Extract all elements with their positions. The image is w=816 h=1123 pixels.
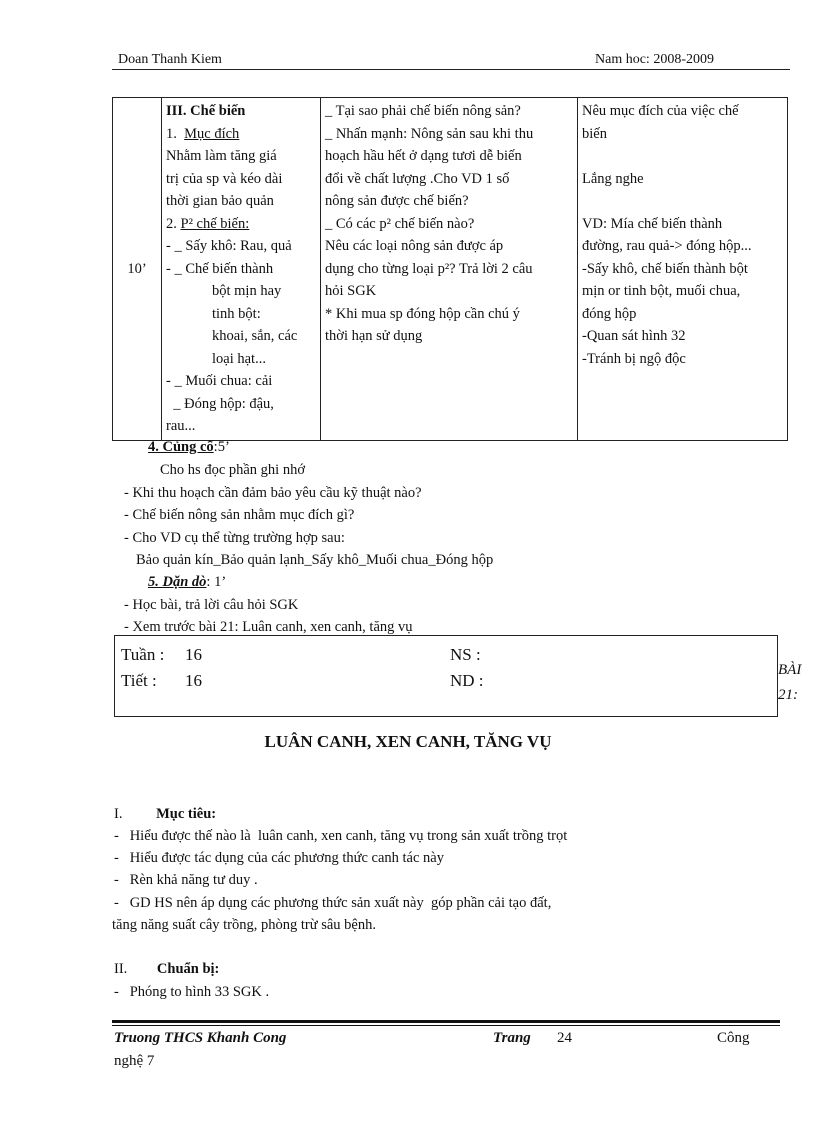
method-flour-sub-1: bột mịn hay — [212, 283, 282, 299]
teacher-line: dụng cho từng loại p²? Trả lời 2 câu — [325, 260, 533, 277]
nd-label: ND : — [450, 671, 484, 690]
schedule-box — [114, 635, 778, 717]
lesson-number — [778, 658, 801, 708]
objective-item: - GD HS nên áp dụng các phương thức sản xuất này góp phần cải tạo đất, — [114, 895, 552, 911]
time-value: 10’ — [127, 260, 147, 277]
method-flour: - _ Chế biến thành — [166, 260, 274, 277]
objective-item: - Hiểu được thế nào là luân canh, xen canh, tăng vụ trong sản xuất trồng trọt — [114, 828, 568, 844]
lesson-title: LUÂN CANH, XEN CANH, TĂNG VỤ — [264, 732, 552, 751]
item1-label: Mục đích — [184, 125, 240, 142]
item2 — [166, 213, 316, 236]
student-activity-cell — [578, 98, 788, 441]
item1 — [166, 123, 316, 146]
week-value: 16 — [185, 645, 202, 664]
item1-text-2: trị của sp và kéo dài — [166, 170, 283, 187]
consolidation-line: Bảo quản kín_Bảo quản lạnh_Sấy khô_Muối chua_Đóng hộp — [136, 552, 494, 568]
header-school-year: Nam hoc: 2008-2009 — [595, 52, 714, 67]
student-line: Nêu mục đích của việc chế — [582, 103, 739, 119]
ns-label: NS : — [450, 645, 481, 664]
teacher-line: _ Tại sao phải chế biến nông sản? — [325, 103, 521, 119]
lesson-activity-table — [112, 97, 788, 441]
student-line: đóng hộp — [582, 305, 637, 322]
student-line: -Sấy khô, chế biến thành bột — [582, 260, 748, 277]
homework-line: - Xem trước bài 21: Luân canh, xen canh, tăng vụ — [124, 619, 413, 635]
consolidation-line: - Khi thu hoạch cần đảm bảo yêu cầu kỹ thuật nào? — [124, 485, 422, 501]
footer-rule-thin — [112, 1025, 780, 1026]
item1-text-3: thời gian bảo quản — [166, 193, 274, 209]
header-rule — [112, 69, 790, 70]
teacher-line: Nêu các loại nông sản được áp — [325, 238, 504, 254]
student-line: đường, rau quả-> đóng hộp... — [582, 238, 752, 254]
method-flour-sub-2: tinh bột: — [212, 305, 261, 322]
period-value: 16 — [185, 671, 202, 690]
objectives-heading — [114, 803, 216, 826]
preparation-heading — [114, 958, 219, 981]
student-line: Lắng nghe — [582, 170, 644, 187]
teacher-activity-cell — [321, 98, 578, 441]
consolidation-line: - Chế biến nông sản nhằm mục đích gì? — [124, 507, 355, 523]
student-line — [582, 145, 783, 168]
item1-number: 1. — [166, 125, 177, 142]
objective-item-cont: tăng năng suất cây trồng, phòng trừ sâu bệnh. — [112, 917, 376, 933]
method-flour-sub-3: khoai, sắn, các — [212, 328, 298, 344]
header-author: Doan Thanh Kiem — [118, 52, 222, 67]
preparation-number: II. — [114, 961, 128, 977]
objective-item: - Rèn khả năng tư duy . — [114, 872, 258, 888]
homework-heading — [148, 571, 226, 594]
item1-text-1: Nhằm làm tăng giá — [166, 148, 277, 164]
student-line: biến — [582, 125, 607, 142]
student-line: -Tránh bị ngộ độc — [582, 350, 686, 367]
footer-rule-thick — [112, 1020, 780, 1023]
teacher-line: _ Nhấn mạnh: Nông sản sau khi thu — [325, 125, 534, 142]
consolidation-title: 4. Củng cố — [148, 439, 214, 455]
teacher-line: * Khi mua sp đóng hộp cần chú ý — [325, 305, 520, 322]
method-canning-cont: rau... — [166, 418, 196, 434]
consolidation-time: :5’ — [213, 439, 230, 455]
footer-school: Truong THCS Khanh Cong — [114, 1030, 287, 1046]
method-drying: - _ Sấy khô: Rau, quả — [166, 238, 292, 254]
objectives-title: Mục tiêu: — [156, 806, 217, 822]
consolidation-line: - Cho VD cụ thể từng trường hợp sau: — [124, 530, 345, 546]
teacher-line: hoạch hầu hết ở dạng tươi dễ biến — [325, 148, 522, 164]
content-cell — [162, 98, 321, 441]
objectives-number: I. — [114, 806, 123, 822]
item2-label: P² chế biến: — [180, 215, 250, 232]
student-line: -Quan sát hình 32 — [582, 328, 686, 344]
table-row — [113, 98, 788, 441]
homework-line: - Học bài, trả lời câu hỏi SGK — [124, 597, 299, 613]
footer-page-label: Trang — [493, 1030, 531, 1046]
footer-subject-cont: nghệ 7 — [114, 1053, 155, 1069]
consolidation-line: Cho hs đọc phần ghi nhớ — [160, 462, 306, 478]
objective-item: - Hiểu được tác dụng của các phương thức canh tác này — [114, 850, 444, 866]
preparation-title: Chuẩn bị: — [156, 961, 220, 977]
footer-subject: Công — [717, 1030, 750, 1046]
method-canning: _ Đóng hộp: đậu, — [166, 395, 274, 412]
student-line — [582, 190, 783, 213]
student-line: mịn or tinh bột, muối chua, — [582, 283, 741, 299]
item2-number: 2. — [166, 215, 177, 232]
student-line: VD: Mía chế biến thành — [582, 215, 723, 232]
teacher-line: hỏi SGK — [325, 283, 377, 299]
method-pickling: - _ Muối chua: cải — [166, 373, 273, 389]
consolidation-heading — [148, 436, 230, 459]
homework-title: 5. Dặn dò — [148, 574, 207, 590]
lesson-number-value: 21: — [778, 687, 798, 703]
lesson-number-label: BÀI — [778, 662, 802, 678]
time-cell — [113, 98, 162, 441]
preparation-item: - Phóng to hình 33 SGK . — [114, 984, 270, 1000]
homework-time: : 1’ — [206, 574, 227, 590]
week-label: Tuần : — [121, 645, 165, 664]
teacher-line: thời hạn sử dụng — [325, 328, 423, 344]
teacher-line: nông sản được chế biến? — [325, 193, 469, 209]
teacher-line: đổi về chất lượng .Cho VD 1 số — [325, 170, 510, 187]
teacher-line: _ Có các p² chế biến nào? — [325, 215, 475, 232]
section-heading: III. Chế biến — [166, 103, 246, 119]
footer-page-number: 24 — [557, 1030, 572, 1046]
method-flour-sub-4: loại hạt... — [212, 350, 266, 367]
period-label: Tiết : — [121, 671, 157, 690]
